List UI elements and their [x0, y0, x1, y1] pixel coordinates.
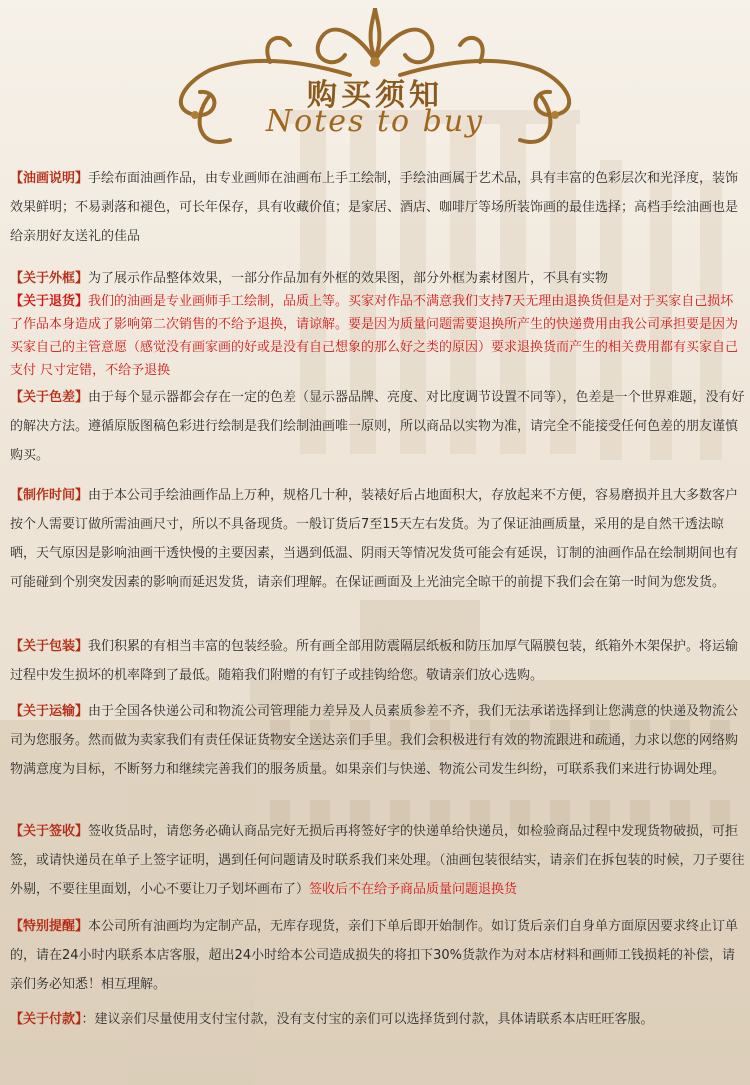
section-frame	[10, 264, 746, 293]
section-color	[10, 383, 746, 470]
section-signing	[10, 817, 746, 904]
section-tag: 【关于外框】	[10, 271, 89, 286]
section-text: 我们积累的有相当丰富的包装经验。所有画全部用防震隔层纸板和防压加厚气隔膜包装，纸箱外木架保护。将运输过程中发生损坏的机率降到了最低。随箱我们附赠的有钉子或挂钩给您。敬请亲们放心选购。	[10, 639, 739, 683]
section-tag: 【油画说明】	[10, 171, 89, 186]
section-text: 由于每个显示器都会存在一定的色差（显示器品牌、亮度、对比度调节设置不同等），色差是一个世界难题，没有好的解决方法。遵循原版图稿色彩进行绘制是我们绘制油画唯一原则，所以商品以实物为准，请完全不能接受任何色差的朋友谨慎购买。	[10, 390, 745, 463]
section-refund	[10, 290, 746, 382]
page-subtitle: Notes to buy	[265, 104, 485, 139]
section-tag: 【关于付款】	[10, 1012, 82, 1027]
section-payment	[10, 1005, 746, 1034]
section-special	[10, 912, 746, 999]
section-tag: 【关于签收】	[10, 824, 89, 839]
section-tag: 【关于运输】	[10, 704, 89, 719]
section-text: 我们的油画是专业画师手工绘制，品质上等。买家对作品不满意我们支持7天无理由退换货但是对于买家自己损坏了作品本身造成了影响第二次销售的不给予退换，请谅解。要是因为质量问题需要退换所产生的快递费用由我公司承担要是因为买家自己的主管意愿（感觉没有画家画的好或是没有自己想象的那么好之类的原因）要求退换货而产生的相关费用都有买家自己支付 尺寸定错，不给予退换	[10, 294, 739, 378]
section-tag: 【关于色差】	[10, 390, 89, 405]
section-painting	[10, 164, 746, 251]
section-text: 由于本公司手绘油画作品上万种，规格几十种，装裱好后占地面积大，存放起来不方便，容易磨损并且大多数客户按个人需要订做所需油画尺寸，所以不具备现货。一般订货后7至15天左右发货。为了保证油画质量，采用的是自然干透法晾晒，天气原因是影响油画干透快慢的主要因素，当遇到低温、阴雨天等情况发货可能会有延误，订制的油画作品在绘制期间也有可能碰到个别突发因素的影响而延迟发货，请亲们理解。在保证画面及上光油完全晾干的前提下我们会在第一时间为您发货。	[10, 488, 739, 590]
section-text: 为了展示作品整体效果，一部分作品加有外框的效果图，部分外框为素材图片，不具有实物	[88, 271, 609, 286]
section-tag: 【关于包装】	[10, 639, 89, 654]
section-production	[10, 481, 746, 597]
page-title: 购买须知	[307, 78, 443, 113]
section-shipping	[10, 697, 746, 784]
section-text: 由于全国各快递公司和物流公司管理能力差异及人员素质参差不齐，我们无法承诺选择到让您满意的快递及物流公司为您服务。然而做为卖家我们有责任保证货物安全送达亲们手里。我们会积极进行有效的物流跟进和疏通，力求以您的网络购物满意度为目标，不断努力和继续完善我们的服务质量。如果亲们与快递、物流公司发生纠纷，可联系我们来进行协调处理。	[10, 704, 739, 777]
section-text: ：建议亲们尽量使用支付宝付款，没有支付宝的亲们可以选择货到付款，具体请联系本店旺旺客服。	[81, 1012, 654, 1027]
section-tag: 【特别提醒】	[10, 919, 89, 934]
section-text: 手绘布面油画作品，由专业画师在油画布上手工绘制，手绘油画属于艺术品，具有丰富的色彩层次和光泽度，装饰效果鲜明；不易剥落和褪色，可长年保存，具有收藏价值；是家居、酒店、咖啡厅等场所装饰画的最佳选择；高档手绘油画也是给亲朋好友送礼的佳品	[10, 171, 739, 244]
section-text: 本公司所有油画均为定制产品，无库存现货，亲们下单后即开始制作。如订货后亲们自身单方面原因要求终止订单的，请在24小时内联系本店客服，超出24小时给本公司造成损失的将扣下30%货款作为对本店材料和画师工钱损耗的补偿，请亲们务必知悉！相互理解。	[10, 919, 739, 992]
section-tag: 【关于退货】	[10, 294, 89, 309]
signing-warning: 签收后不在给予商品质量问题退换货	[309, 882, 518, 897]
section-tag: 【制作时间】	[10, 488, 89, 503]
section-text: 签收货品时，请您务必确认商品完好无损后再将签好字的快递单给快递员，如检验商品过程中发现货物破损，可拒签，或请快递员在单子上签字证明，遇到任何问题请及时联系我们来处理。（油画包装很结实，请亲们在拆包装的时候，刀子要往外剔，不要往里面划，小心不要让刀子划坏画布了）	[10, 824, 745, 897]
section-packaging	[10, 632, 746, 690]
